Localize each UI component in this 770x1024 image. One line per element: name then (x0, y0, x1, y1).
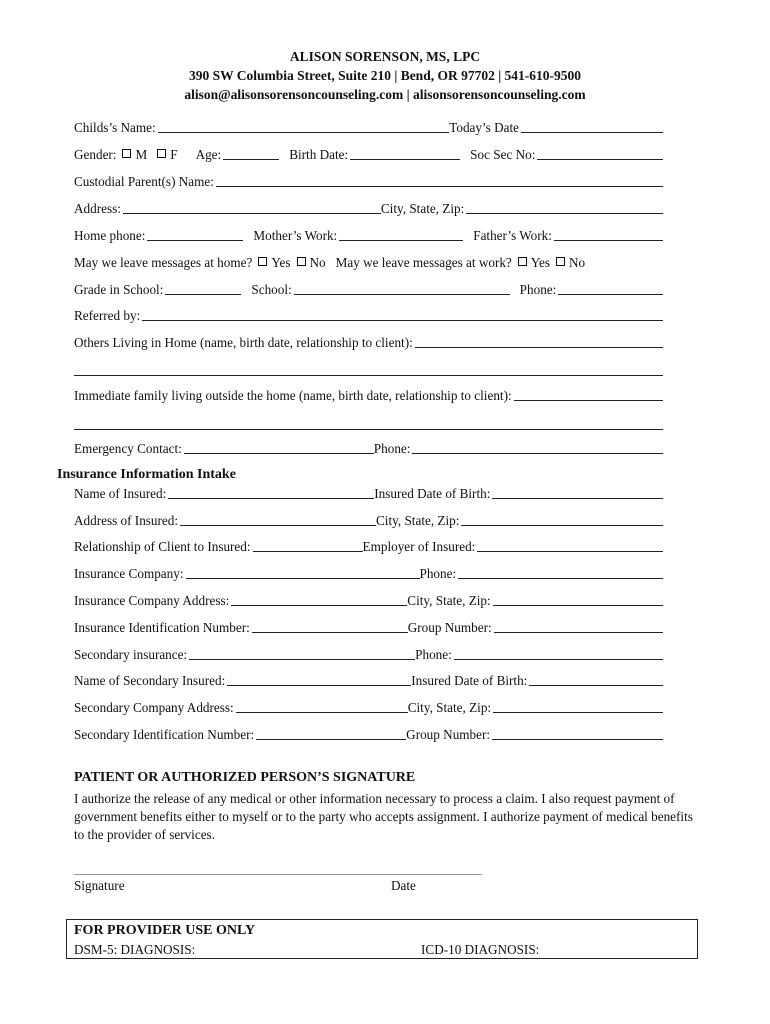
employer-field[interactable] (477, 551, 663, 552)
date-label: Date (391, 878, 416, 893)
secondary-dob-field[interactable] (529, 685, 663, 686)
fathers-work-label: Father’s Work: (473, 228, 552, 243)
secondary-id-field[interactable] (256, 739, 406, 740)
immediate-family-field[interactable] (514, 400, 663, 401)
msg-work-yes-checkbox[interactable] (518, 257, 527, 266)
gender-m-checkbox[interactable] (122, 149, 131, 158)
secondary-city-label: City, State, Zip: (407, 700, 492, 715)
msg-work-label: May we leave messages at work? (335, 255, 512, 270)
insured-city-label: City, State, Zip: (376, 513, 460, 528)
row-secondary-name (74, 671, 663, 689)
icd-diagnosis-label: ICD-10 DIAGNOSIS: (421, 942, 540, 957)
secondary-phone-field[interactable] (454, 659, 663, 660)
name-insured-field[interactable] (168, 498, 374, 499)
emergency-phone-field[interactable] (412, 453, 663, 454)
company-field[interactable] (186, 578, 420, 579)
grade-label: Grade in School: (74, 282, 164, 297)
row-messages (74, 253, 674, 271)
address-field[interactable] (123, 213, 381, 214)
company-city-field[interactable] (493, 605, 663, 606)
relationship-label: Relationship of Client to Insured: (74, 539, 251, 554)
relationship-field[interactable] (253, 551, 363, 552)
company-phone-label: Phone: (419, 566, 457, 581)
provider-use-box (66, 919, 698, 959)
row-referred (74, 306, 663, 324)
gender-label: Gender: (74, 147, 117, 162)
row-emergency (74, 439, 663, 457)
childs-name-label: Childs’s Name: (74, 120, 156, 135)
company-address-field[interactable] (231, 605, 407, 606)
msg-work-yes-label: Yes (530, 255, 550, 270)
ssn-field[interactable] (537, 159, 663, 160)
birth-date-label: Birth Date: (289, 147, 349, 162)
id-number-field[interactable] (252, 632, 408, 633)
msg-home-yes-label: Yes (271, 255, 291, 270)
childs-name-field[interactable] (158, 132, 450, 133)
secondary-address-label: Secondary Company Address: (74, 700, 234, 715)
age-field[interactable] (223, 159, 279, 160)
insured-dob-label: Insured Date of Birth: (374, 486, 491, 501)
birth-date-field[interactable] (350, 159, 460, 160)
school-phone-field[interactable] (558, 294, 663, 295)
company-phone-field[interactable] (458, 578, 663, 579)
school-label: School: (251, 282, 292, 297)
others-living-field[interactable] (415, 347, 663, 348)
row-secondary-address (74, 698, 663, 716)
practice-contact: alison@alisonsorensoncounseling.com | alisonsorensoncounseling.com (184, 87, 586, 102)
immediate-family-extra-line[interactable] (74, 429, 663, 430)
home-phone-label: Home phone: (74, 228, 146, 243)
gender-m-label: M (135, 147, 148, 162)
company-city-label: City, State, Zip: (407, 593, 491, 608)
row-name-insured (74, 484, 663, 502)
msg-home-yes-checkbox[interactable] (258, 257, 267, 266)
msg-work-no-label: No (569, 255, 586, 270)
secondary-address-field[interactable] (236, 712, 408, 713)
provider-title: FOR PROVIDER USE ONLY (74, 923, 256, 938)
city-state-zip-label: City, State, Zip: (380, 201, 465, 216)
school-phone-label: Phone: (519, 282, 557, 297)
row-school (74, 280, 663, 298)
emergency-phone-label: Phone: (373, 441, 411, 456)
secondary-phone-label: Phone: (415, 647, 452, 662)
row-immediate-family (74, 386, 663, 404)
secondary-group-field[interactable] (492, 739, 663, 740)
emergency-label: Emergency Contact: (74, 441, 182, 456)
row-secondary (74, 645, 663, 663)
others-living-extra-line[interactable] (74, 375, 663, 376)
id-number-label: Insurance Identification Number: (74, 620, 250, 635)
group-number-label: Group Number: (407, 620, 492, 635)
msg-work-no-checkbox[interactable] (556, 257, 565, 266)
msg-home-label: May we leave messages at home? (74, 255, 253, 270)
address-insured-label: Address of Insured: (74, 513, 179, 528)
msg-home-no-checkbox[interactable] (297, 257, 306, 266)
letterhead (0, 47, 770, 104)
row-company (74, 564, 663, 582)
msg-home-no-label: No (309, 255, 326, 270)
insured-city-field[interactable] (461, 525, 663, 526)
insurance-section-title: Insurance Information Intake (57, 467, 236, 482)
secondary-group-label: Group Number: (406, 727, 491, 742)
age-label: Age: (195, 147, 222, 162)
fathers-work-field[interactable] (554, 240, 663, 241)
signature-line[interactable] (74, 874, 482, 875)
row-childs-name (74, 118, 663, 136)
row-phones (74, 226, 663, 244)
address-label: Address: (74, 201, 121, 216)
authorization-text: I authorize the release of any medical or other information necessary to process a claim. I also request payment of government benefits either to myself or to the party who accepts assignment. I authorize payment of medical benefits to the provider of services. (74, 791, 693, 842)
city-state-zip-field[interactable] (466, 213, 663, 214)
group-number-field[interactable] (494, 632, 663, 633)
gender-f-checkbox[interactable] (157, 149, 166, 158)
secondary-field[interactable] (189, 659, 415, 660)
company-address-label: Insurance Company Address: (74, 593, 230, 608)
todays-date-field[interactable] (521, 132, 663, 133)
mothers-work-label: Mother’s Work: (253, 228, 338, 243)
row-custodial (74, 172, 663, 190)
custodial-field[interactable] (216, 186, 663, 187)
referred-label: Referred by: (74, 308, 141, 323)
home-phone-field[interactable] (147, 240, 243, 241)
mothers-work-field[interactable] (339, 240, 463, 241)
others-living-label: Others Living in Home (name, birth date, relationship to client): (74, 335, 413, 350)
todays-date-label: Today’s Date (449, 120, 519, 135)
company-label: Insurance Company: (74, 566, 184, 581)
employer-label: Employer of Insured: (362, 539, 476, 554)
practitioner-name: ALISON SORENSON, MS, LPC (289, 49, 481, 64)
secondary-name-field[interactable] (227, 685, 411, 686)
row-relationship (74, 537, 663, 555)
row-id-number (74, 618, 663, 636)
row-others-living (74, 333, 663, 351)
school-field[interactable] (294, 294, 510, 295)
row-address-insured (74, 511, 663, 529)
signature-label: Signature (74, 878, 125, 893)
row-company-address (74, 591, 663, 609)
row-gender (74, 145, 663, 163)
name-insured-label: Name of Insured: (74, 486, 167, 501)
dsm-diagnosis-label: DSM-5: DIAGNOSIS: (74, 942, 196, 957)
secondary-label: Secondary insurance: (74, 647, 188, 662)
signature-section-title: PATIENT OR AUTHORIZED PERSON’S SIGNATURE (74, 770, 416, 785)
ssn-label: Soc Sec No: (470, 147, 536, 162)
grade-field[interactable] (165, 294, 241, 295)
immediate-family-label: Immediate family living outside the home (name, birth date, relationship to client): (74, 388, 512, 403)
secondary-id-label: Secondary Identification Number: (74, 727, 255, 742)
emergency-field[interactable] (184, 453, 374, 454)
insured-dob-field[interactable] (492, 498, 663, 499)
address-insured-field[interactable] (180, 525, 376, 526)
row-address (74, 199, 663, 217)
gender-f-label: F (170, 147, 178, 162)
secondary-dob-label: Insured Date of Birth: (411, 673, 528, 688)
referred-field[interactable] (142, 320, 663, 321)
secondary-city-field[interactable] (493, 712, 663, 713)
practice-address: 390 SW Columbia Street, Suite 210 | Bend, OR 97702 | 541-610-9500 (188, 68, 582, 83)
secondary-name-label: Name of Secondary Insured: (74, 673, 226, 688)
custodial-label: Custodial Parent(s) Name: (74, 174, 214, 189)
row-secondary-id (74, 725, 663, 743)
